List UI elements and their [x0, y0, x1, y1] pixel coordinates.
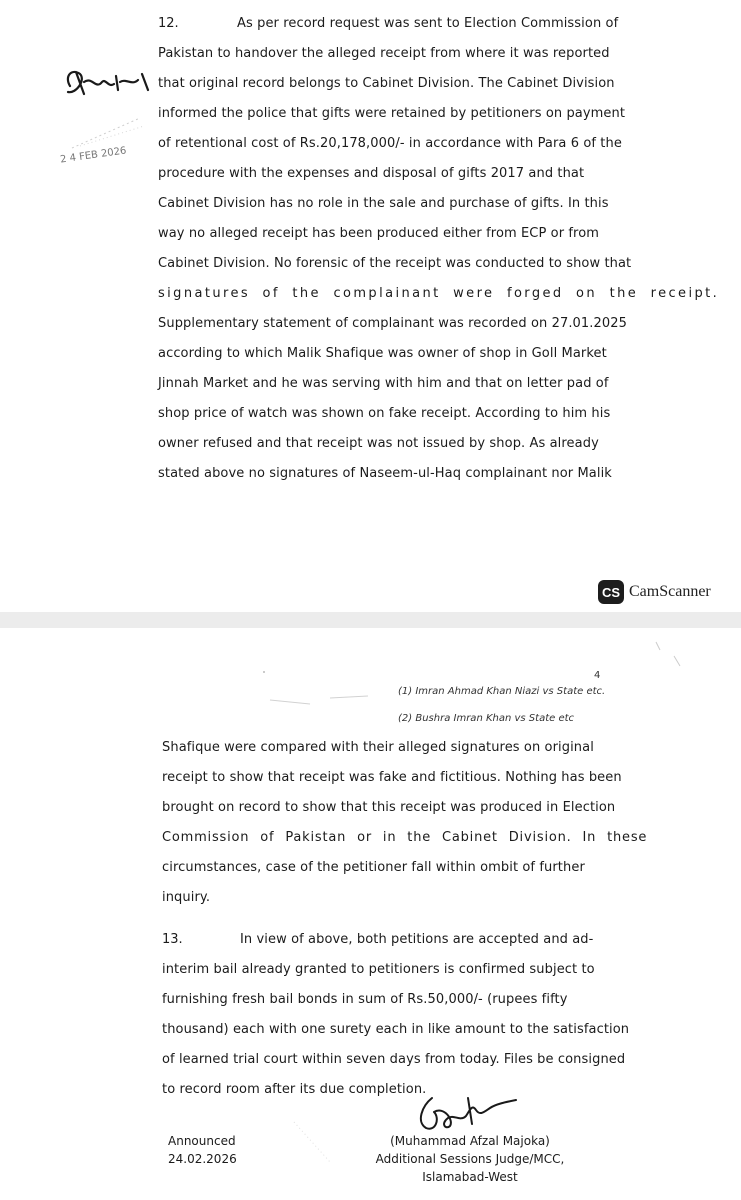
paragraph-number-13: 13.: [162, 932, 183, 947]
judge-place: Islamabad-West: [422, 1170, 518, 1184]
text-line: Shafique were compared with their alleged signatures on original: [162, 740, 594, 755]
text-line: shop price of watch was shown on fake receipt. According to him his: [158, 406, 611, 421]
text-line: brought on record to show that this receipt was produced in Election: [162, 800, 616, 815]
received-date-stamp: 2 4 FEB 2026: [59, 145, 128, 166]
text-line: to record room after its due completion.: [162, 1082, 427, 1097]
margin-initials-signature: [62, 64, 157, 104]
text-line: circumstances, case of the petitioner fall within ombit of further: [162, 860, 585, 875]
text-line: informed the police that gifts were retained by petitioners on payment: [158, 106, 626, 121]
text-line: interim bail already granted to petitioners is confirmed subject to: [162, 962, 595, 977]
text-line: receipt to show that receipt was fake and fictitious. Nothing has been: [162, 770, 622, 785]
text-line: that original record belongs to Cabinet Division. The Cabinet Division: [158, 76, 615, 91]
text-line: of retentional cost of Rs.20,178,000/- in accordance with Para 6 of the: [158, 136, 622, 151]
paragraph-number-12: 12.: [158, 16, 179, 31]
text-line: inquiry.: [162, 890, 211, 905]
announced-label: Announced: [168, 1134, 236, 1148]
text-line: Supplementary statement of complainant was recorded on 27.01.2025: [158, 316, 628, 331]
text-line: In view of above, both petitions are accepted and ad-: [240, 932, 594, 947]
text-line: of learned trial court within seven days from today. Files be consigned: [162, 1052, 626, 1067]
text-line: Cabinet Division has no role in the sale and purchase of gifts. In this: [158, 196, 609, 211]
faded-stamp-marks: [70, 112, 150, 152]
text-line: way no alleged receipt has been produced either from ECP or from: [158, 226, 600, 241]
corner-specks: [650, 636, 690, 676]
page-separator: [0, 612, 741, 628]
text-line: thousand) each with one surety each in like amount to the satisfaction: [162, 1022, 630, 1037]
text-line: according to which Malik Shafique was owner of shop in Goll Market: [158, 346, 607, 361]
faded-header-marks: [250, 666, 390, 706]
judge-title: Additional Sessions Judge/MCC,: [375, 1152, 565, 1166]
text-line: As per record request was sent to Election Commission of: [237, 16, 619, 31]
text-line: Jinnah Market and he was serving with him and that on letter pad of: [158, 376, 609, 391]
text-line: owner refused and that receipt was not issued by shop. As already: [158, 436, 599, 451]
text-line: furnishing fresh bail bonds in sum of Rs.50,000/- (rupees fifty: [162, 992, 568, 1007]
text-line: stated above no signatures of Naseem-ul-Haq complainant nor Malik: [158, 466, 612, 481]
text-line: procedure with the expenses and disposal of gifts 2017 and that: [158, 166, 585, 181]
announced-date: 24.02.2026: [168, 1152, 237, 1166]
faded-dots: [290, 1118, 340, 1168]
document-page-2: [0, 628, 741, 1200]
camscanner-name: CamScanner: [629, 583, 711, 600]
page-number: 4: [594, 670, 601, 681]
text-line: Commission of Pakistan or in the Cabinet Division. In these: [162, 830, 648, 845]
case-header-2: (2) Bushra Imran Khan vs State etc: [398, 713, 575, 724]
text-line: Cabinet Division. No forensic of the receipt was conducted to show that: [158, 256, 632, 271]
judge-signature: [410, 1088, 525, 1138]
judge-name: (Muhammad Afzal Majoka): [390, 1134, 550, 1148]
text-line: signatures of the complainant were forged on the receipt.: [158, 286, 720, 301]
case-header-1: (1) Imran Ahmad Khan Niazi vs State etc.: [398, 686, 606, 697]
text-line: Pakistan to handover the alleged receipt from where it was reported: [158, 46, 610, 61]
camscanner-logo-icon: CS: [598, 580, 624, 604]
camscanner-watermark: [598, 580, 711, 604]
